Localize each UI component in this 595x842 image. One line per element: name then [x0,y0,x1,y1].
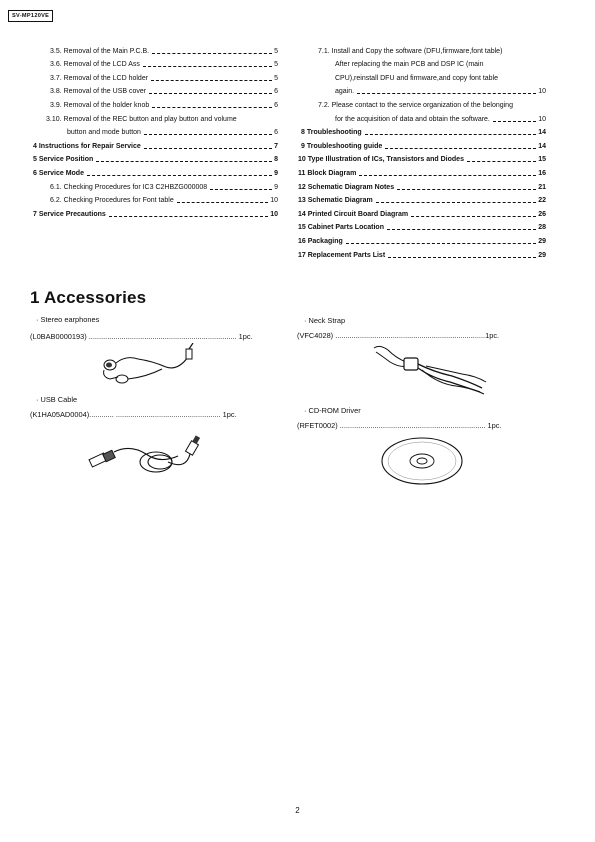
toc-entry-title: 6.2. Checking Procedures for Font table [50,197,174,205]
toc-entry[interactable] [30,192,278,206]
toc-entry-title: 3.7. Removal of the LCD holder [50,74,149,82]
toc-entry-title: CPU),reinstall DFU and firmware,and copy font table [335,74,499,82]
toc-entry-title: 11 Block Diagram [298,169,357,177]
toc-entry-page: 6 [274,88,278,96]
cdrom-part-line: (RFET0002) ....................................................................... 1pc. [297,421,502,430]
model-tag: SV-MP120VE [8,10,53,22]
earphones-part-line: (L0BAB0000193) ........................................................................ 1pc. [30,332,253,341]
toc-leader-dots [87,175,272,176]
toc-entry-page: 9 [274,169,278,177]
toc-entry-title: 4 Instructions for Repair Service [33,142,141,150]
toc-entry-page: 10 [538,88,546,96]
toc-entry[interactable] [298,137,546,151]
toc-entry[interactable] [30,110,278,124]
toc-entry[interactable] [30,83,278,97]
cdrom-disc-image [380,436,464,486]
toc-entry-title: 15 Cabinet Parts Location [298,224,384,232]
toc-entry[interactable] [298,110,546,124]
earphones-name: · Stereo earphones [36,315,100,324]
toc-entry-title: 3.6. Removal of the LCD Ass [50,61,140,69]
toc-leader-dots [177,202,268,203]
toc-entry-title: 6.1. Checking Procedures for IC3 C2HBZG000008 [50,183,208,191]
toc-entry[interactable] [298,246,546,260]
toc-entry-title: 3.10. Removal of the REC button and play button and volume [46,115,237,123]
toc-leader-dots [388,257,536,258]
usb-cable-image [86,432,210,482]
toc-entry[interactable] [298,232,546,246]
toc-leader-dots [411,216,536,217]
toc-entry-page: 10 [270,210,278,218]
toc-entry-page: 22 [538,197,546,205]
toc-entry-page: 28 [538,224,546,232]
toc-entry-title: 13 Schematic Diagram [298,197,373,205]
toc-entry[interactable] [30,151,278,165]
toc-leader-dots [493,121,536,122]
toc-entry-page: 15 [538,156,546,164]
toc-leader-dots [152,53,272,54]
toc-entry-title: 12 Schematic Diagram Notes [298,183,395,191]
toc-leader-dots [385,148,536,149]
toc-entry-page: 10 [270,197,278,205]
toc-entry-page: 29 [538,237,546,245]
toc-leader-dots [144,134,272,135]
toc-entry[interactable] [298,83,546,97]
toc-leader-dots [357,93,536,94]
toc-entry[interactable] [30,42,278,56]
toc-entry-title: 17 Replacement Parts List [298,251,386,259]
toc-entry-page: 26 [538,210,546,218]
toc-entry[interactable] [298,164,546,178]
neck-strap-part-line: (VFC4028) .........................................................................1pc. [297,331,500,340]
toc-leader-dots [467,161,536,162]
toc-entry-title: 3.9. Removal of the holder knob [50,101,150,109]
table-of-contents-right [298,42,546,260]
toc-entry-page: 6 [274,129,278,137]
toc-entry-title: 8 Troubleshooting [301,129,362,137]
toc-entry-title: 7 Service Precautions [33,210,106,218]
toc-entry[interactable] [30,178,278,192]
toc-entry-title: 3.5. Removal of the Main P.C.B. [50,47,150,55]
toc-entry[interactable] [30,137,278,151]
toc-entry[interactable] [298,192,546,206]
toc-leader-dots [144,148,272,149]
toc-leader-dots [96,161,272,162]
neck-strap-name: · Neck Strap [304,316,346,325]
toc-entry[interactable] [298,151,546,165]
toc-entry[interactable] [30,96,278,110]
toc-entry-title: button and mode button [67,129,141,137]
toc-entry[interactable] [30,69,278,83]
toc-leader-dots [387,229,536,230]
toc-leader-dots [149,93,272,94]
toc-entry-page: 14 [538,142,546,150]
toc-entry-title: 16 Packaging [298,237,343,245]
earphones-image [96,343,206,385]
toc-leader-dots [346,243,536,244]
page-number: 2 [295,806,300,815]
toc-entry-title: 14 Printed Circuit Board Diagram [298,210,409,218]
toc-entry[interactable] [298,69,546,83]
toc-entry-title: After replacing the main PCB and DSP IC (main [335,61,484,69]
toc-entry[interactable] [298,178,546,192]
toc-entry[interactable] [30,124,278,138]
toc-leader-dots [109,216,268,217]
toc-entry-page: 5 [274,61,278,69]
toc-entry[interactable] [30,164,278,178]
toc-leader-dots [365,134,537,135]
toc-entry-page: 5 [274,47,278,55]
toc-entry-page: 8 [274,156,278,164]
toc-entry-title: for the acquisition of data and obtain the software. [335,115,490,123]
toc-entry-page: 6 [274,101,278,109]
toc-leader-dots [359,175,536,176]
toc-entry-title: 9 Troubleshooting guide [301,142,383,150]
toc-entry-page: 10 [538,115,546,123]
toc-entry-page: 14 [538,129,546,137]
toc-leader-dots [152,107,272,108]
toc-entry[interactable] [298,56,546,70]
neck-strap-image [370,342,490,398]
toc-leader-dots [376,202,537,203]
toc-leader-dots [143,66,272,67]
toc-entry-page: 7 [274,142,278,150]
toc-entry-page: 16 [538,169,546,177]
toc-entry[interactable] [298,96,546,110]
toc-entry[interactable] [298,124,546,138]
toc-entry[interactable] [30,56,278,70]
usb-cable-name: · USB Cable [36,395,78,404]
section-title: 1 Accessories [30,288,147,307]
toc-entry-title: 7.2. Please contact to the service organization of the belonging [318,101,513,109]
toc-leader-dots [210,189,272,190]
toc-entry-page: 29 [538,251,546,259]
toc-entry-title: again. [335,88,355,96]
toc-entry-title: 5 Service Position [33,156,94,164]
toc-leader-dots [151,80,272,81]
toc-entry-title: 10 Type Illustration of ICs, Transistors and Diodes [298,156,464,164]
toc-entry-title: 3.8. Removal of the USB cover [50,88,147,96]
toc-entry-page: 9 [274,183,278,191]
toc-entry[interactable] [298,42,546,56]
toc-entry-page: 5 [274,74,278,82]
toc-entry[interactable] [298,219,546,233]
toc-entry[interactable] [30,205,278,219]
toc-leader-dots [397,189,536,190]
toc-entry-title: 6 Service Mode [33,169,84,177]
toc-entry[interactable] [298,205,546,219]
toc-entry-page: 21 [538,183,546,191]
usb-cable-part-line: (K1HA05AD0004)............ ................................................... 1pc. [30,410,237,419]
table-of-contents-left [30,42,278,219]
toc-entry-title: 7.1. Install and Copy the software (DFU,firmware,font table) [318,47,503,55]
cdrom-name: · CD-ROM Driver [304,406,361,415]
